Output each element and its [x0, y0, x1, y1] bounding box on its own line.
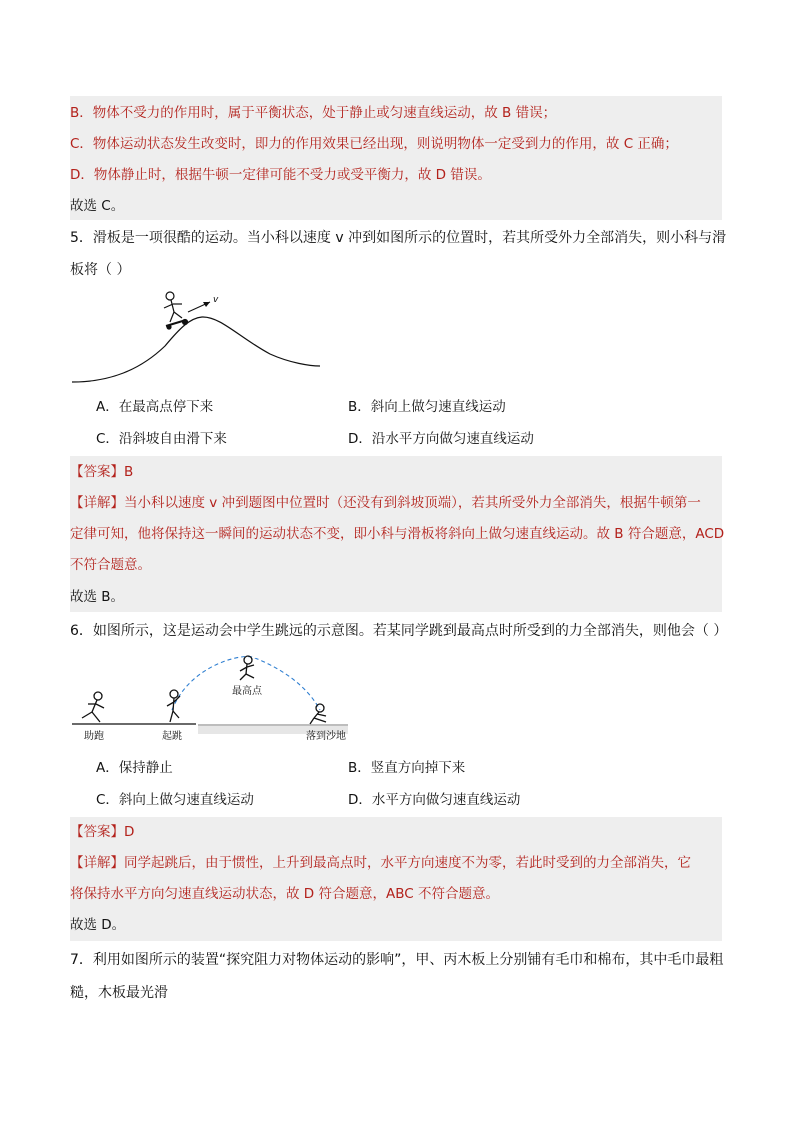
- detail-text: 当小科以速度 v 冲到题图中位置时（还没有到斜坡顶端），若其所受外力全部消失，根据牛顿第一: [124, 495, 701, 511]
- q5-detail-line2: 定律可知，他将保持这一瞬间的运动状态不变，即小科与滑板将斜向上做匀速直线运动。故 B 符合题意，ACD: [70, 526, 725, 542]
- q6-option-c: C．斜向上做匀速直线运动: [96, 792, 254, 808]
- answer-label: 【答案】: [70, 824, 124, 840]
- q5-stem-line1: 5．滑板是一项很酷的运动。当小科以速度 v 冲到如图所示的位置时，若其所受外力全部消失，则小科与滑: [70, 230, 727, 246]
- label-run: 助跑: [84, 731, 104, 742]
- q5-answer: [70, 463, 133, 481]
- q5-answer-block: [70, 456, 725, 612]
- q6-long-jump-figure: [70, 652, 360, 744]
- q5-conclusion: 故选 B。: [70, 589, 125, 605]
- runner-figure: [82, 692, 104, 722]
- q6-option-d: D．水平方向做匀速直线运动: [348, 792, 521, 808]
- label-jump: 起跳: [162, 731, 182, 742]
- label-land: 落到沙地: [306, 731, 346, 742]
- q5-detail-line3: 不符合题意。: [70, 557, 151, 573]
- q7-stem-line1: 7．利用如图所示的装置“探究阻力对物体运动的影响”，甲、丙木板上分别铺有毛巾和棉布，其中毛巾最粗: [70, 952, 724, 968]
- q5-option-c: C．沿斜坡自由滑下来: [96, 431, 227, 447]
- q7-stem-line2: 糙，木板最光滑: [70, 985, 168, 1001]
- q6-option-a: A．保持静止: [96, 760, 173, 776]
- answer-value: B: [124, 464, 134, 480]
- landing-figure: [310, 704, 326, 724]
- q6-detail-line2: 将保持水平方向匀速直线运动状态，故 D 符合题意，ABC 不符合题意。: [70, 886, 499, 902]
- q6-stem: 6．如图所示，这是运动会中学生跳远的示意图。若某同学跳到最高点时所受到的力全部消失，则他会（ ）: [70, 623, 728, 639]
- detail-label: 【详解】: [70, 495, 124, 511]
- detail-label: 【详解】: [70, 855, 124, 871]
- q6-answer: [70, 823, 134, 841]
- detail-text: 同学起跳后，由于惯性，上升到最高点时，水平方向速度不为零，若此时受到的力全部消失，它: [124, 855, 691, 871]
- q4-line-c: C．物体运动状态发生改变时，即力的作用效果已经出现，则说明物体一定受到力的作用，故 C 正确；: [70, 136, 678, 152]
- q5-skateboard-figure: [70, 288, 330, 388]
- q6-conclusion: 故选 D。: [70, 917, 126, 933]
- velocity-label: v: [213, 295, 219, 305]
- label-top: 最高点: [232, 686, 262, 697]
- q6-option-b: B．竖直方向掉下来: [348, 760, 466, 776]
- q4-line-b: B．物体不受力的作用时，属于平衡状态，处于静止或匀速直线运动，故 B 错误；: [70, 105, 557, 121]
- q5-option-d: D．沿水平方向做匀速直线运动: [348, 431, 534, 447]
- q4-line-d: D．物体静止时，根据牛顿一定律可能不受力或受平衡力，故 D 错误。: [70, 167, 491, 183]
- answer-value: D: [124, 824, 135, 840]
- q5-option-b: B．斜向上做匀速直线运动: [348, 399, 506, 415]
- jump-trajectory: [172, 657, 320, 710]
- q6-answer-block: [70, 817, 722, 941]
- q5-option-a: A．在最高点停下来: [96, 399, 214, 415]
- skater-figure: [164, 292, 188, 329]
- q5-detail-line1: [70, 494, 701, 512]
- q5-stem-line2: 板将（ ）: [70, 262, 131, 278]
- q4-analysis-block: [70, 96, 722, 220]
- top-figure: [240, 656, 254, 680]
- q6-detail-line1: [70, 854, 691, 872]
- takeoff-figure: [167, 690, 180, 722]
- q4-conclusion: 故选 C。: [70, 198, 125, 214]
- answer-label: 【答案】: [70, 464, 124, 480]
